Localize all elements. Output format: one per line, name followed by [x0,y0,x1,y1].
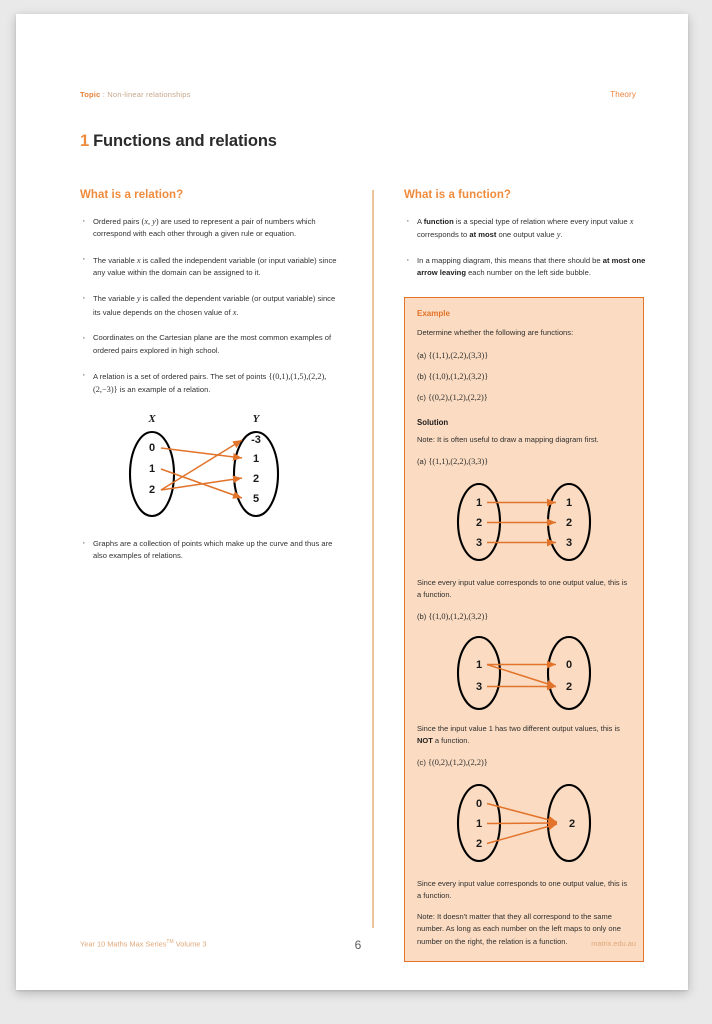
relation-mapping-diagram [116,410,338,522]
svg-text:1: 1 [252,452,260,465]
svg-text:3: 3 [565,536,573,549]
svg-text:0: 0 [565,658,573,671]
svg-text:5: 5 [252,492,260,505]
example-final-note: Note: It doesn't matter that they all correspond to the same number. As long as each number on the left maps to only one number on the right, the relation is a function. [417,912,621,946]
mapping-svg-b [449,632,599,714]
svg-text:2: 2 [475,838,483,851]
svg-text:1: 1 [565,496,573,509]
footer-website: matrix.edu.au [591,938,636,948]
column-divider [372,190,374,928]
page-footer [80,938,636,952]
list-item: · Graphs are a collection of points which make up the curve and thus are also examples of relations. [80,538,338,563]
example-prompt: Determine whether the following are functions: [417,328,574,338]
mapping-svg-a [449,476,599,568]
relation-bullet-list-cont [80,538,338,563]
diagram-label-y: Y [252,412,260,425]
svg-text:2: 2 [148,483,156,496]
example-label: Example [417,309,450,319]
example-item: (c) {(0,2),(1,2),(2,2)} [417,393,488,403]
solution-part-tag: (a) {(1,1),(2,2),(3,3)} [417,456,489,466]
list-item: · Coordinates on the Cartesian plane are the most common examples of ordered pairs explored in high school. [80,332,338,357]
right-column-heading: What is a function? [404,189,511,201]
svg-text:2: 2 [565,516,573,529]
header-topic [80,90,191,99]
list-item: · A function is a special type of relation where every input value x corresponds to at most one output value y. [404,215,660,242]
solution-diagram-b [417,632,631,714]
function-bullet-list [404,215,660,279]
page-title-text: Functions and relations [93,132,277,150]
svg-text:1: 1 [475,818,483,831]
solution-label: Solution [417,417,449,427]
example-item: (b) {(1,0),(1,2),(3,2)} [417,372,489,382]
svg-text:1: 1 [148,462,156,475]
footer-left [80,939,207,948]
solution-conclusion-a: Since every input value corresponds to one output value, this is a function. [417,577,628,600]
svg-text:1: 1 [475,496,483,509]
solution-conclusion-c: Since every input value corresponds to one output value, this is a function. [417,879,628,901]
example-box [404,297,644,961]
svg-text:0: 0 [475,798,483,811]
list-item: · The variable y is called the dependent variable (or output variable) since its value depends on the chosen value of x. [80,292,338,319]
list-item: · The variable x is called the independent variable (or input variable) since any value within the domain can be assigned to it. [80,254,338,280]
solution-diagram-c [417,777,631,869]
page-title [80,132,277,151]
list-item: · In a mapping diagram, this means that there should be at most one arrow leaving each number on the left side bubble. [404,255,660,280]
svg-text:2: 2 [475,516,483,529]
svg-text:2: 2 [565,680,573,693]
header-section-label: Theory [610,90,636,99]
relation-bullet-list [80,215,338,397]
left-column [80,189,338,575]
solution-conclusion-b: Since the input value 1 has two different output values, this is NOT a function. [417,723,620,745]
footer-series-name: Year 10 Maths Max Series [80,939,167,948]
example-item: (a) {(1,1),(2,2),(3,3)} [417,350,489,360]
document-page [16,14,688,990]
svg-text:3: 3 [475,536,483,549]
svg-text:-3: -3 [251,433,261,446]
header-topic-label: Topic [80,90,101,99]
left-column-heading: What is a relation? [80,189,184,201]
solution-part-tag: (b) {(1,0),(1,2),(3,2)} [417,612,489,622]
page-title-number: 1 [80,132,90,150]
footer-page-number: 6 [354,938,362,952]
svg-text:0: 0 [148,441,156,454]
list-item: · A relation is a set of ordered pairs. The set of points {(0,1),(1,5),(2,2),(2,−3)} is an example of a relation. [80,370,338,397]
relation-mapping-svg [116,410,296,522]
list-item: · Ordered pairs (x, y) are used to represent a pair of numbers which correspond with each other through a given rule or equation. [80,215,338,241]
svg-text:1: 1 [475,658,483,671]
footer-volume: Volume 3 [173,939,207,948]
svg-text:2: 2 [252,472,260,485]
right-column [404,189,660,962]
footer-trademark: TM [166,938,174,945]
header-topic-text: Non-linear relationships [107,90,191,99]
mapping-svg-c [449,777,599,869]
solution-diagram-a [417,476,631,568]
svg-text:3: 3 [475,680,483,693]
solution-part-tag: (c) {(0,2),(1,2),(2,2)} [417,757,488,767]
page-header [80,90,636,99]
diagram-label-x: X [148,412,156,425]
solution-note: Note: It is often useful to draw a mapping diagram first. [417,434,599,444]
svg-text:2: 2 [568,818,576,831]
header-topic-separator: : [100,90,108,99]
